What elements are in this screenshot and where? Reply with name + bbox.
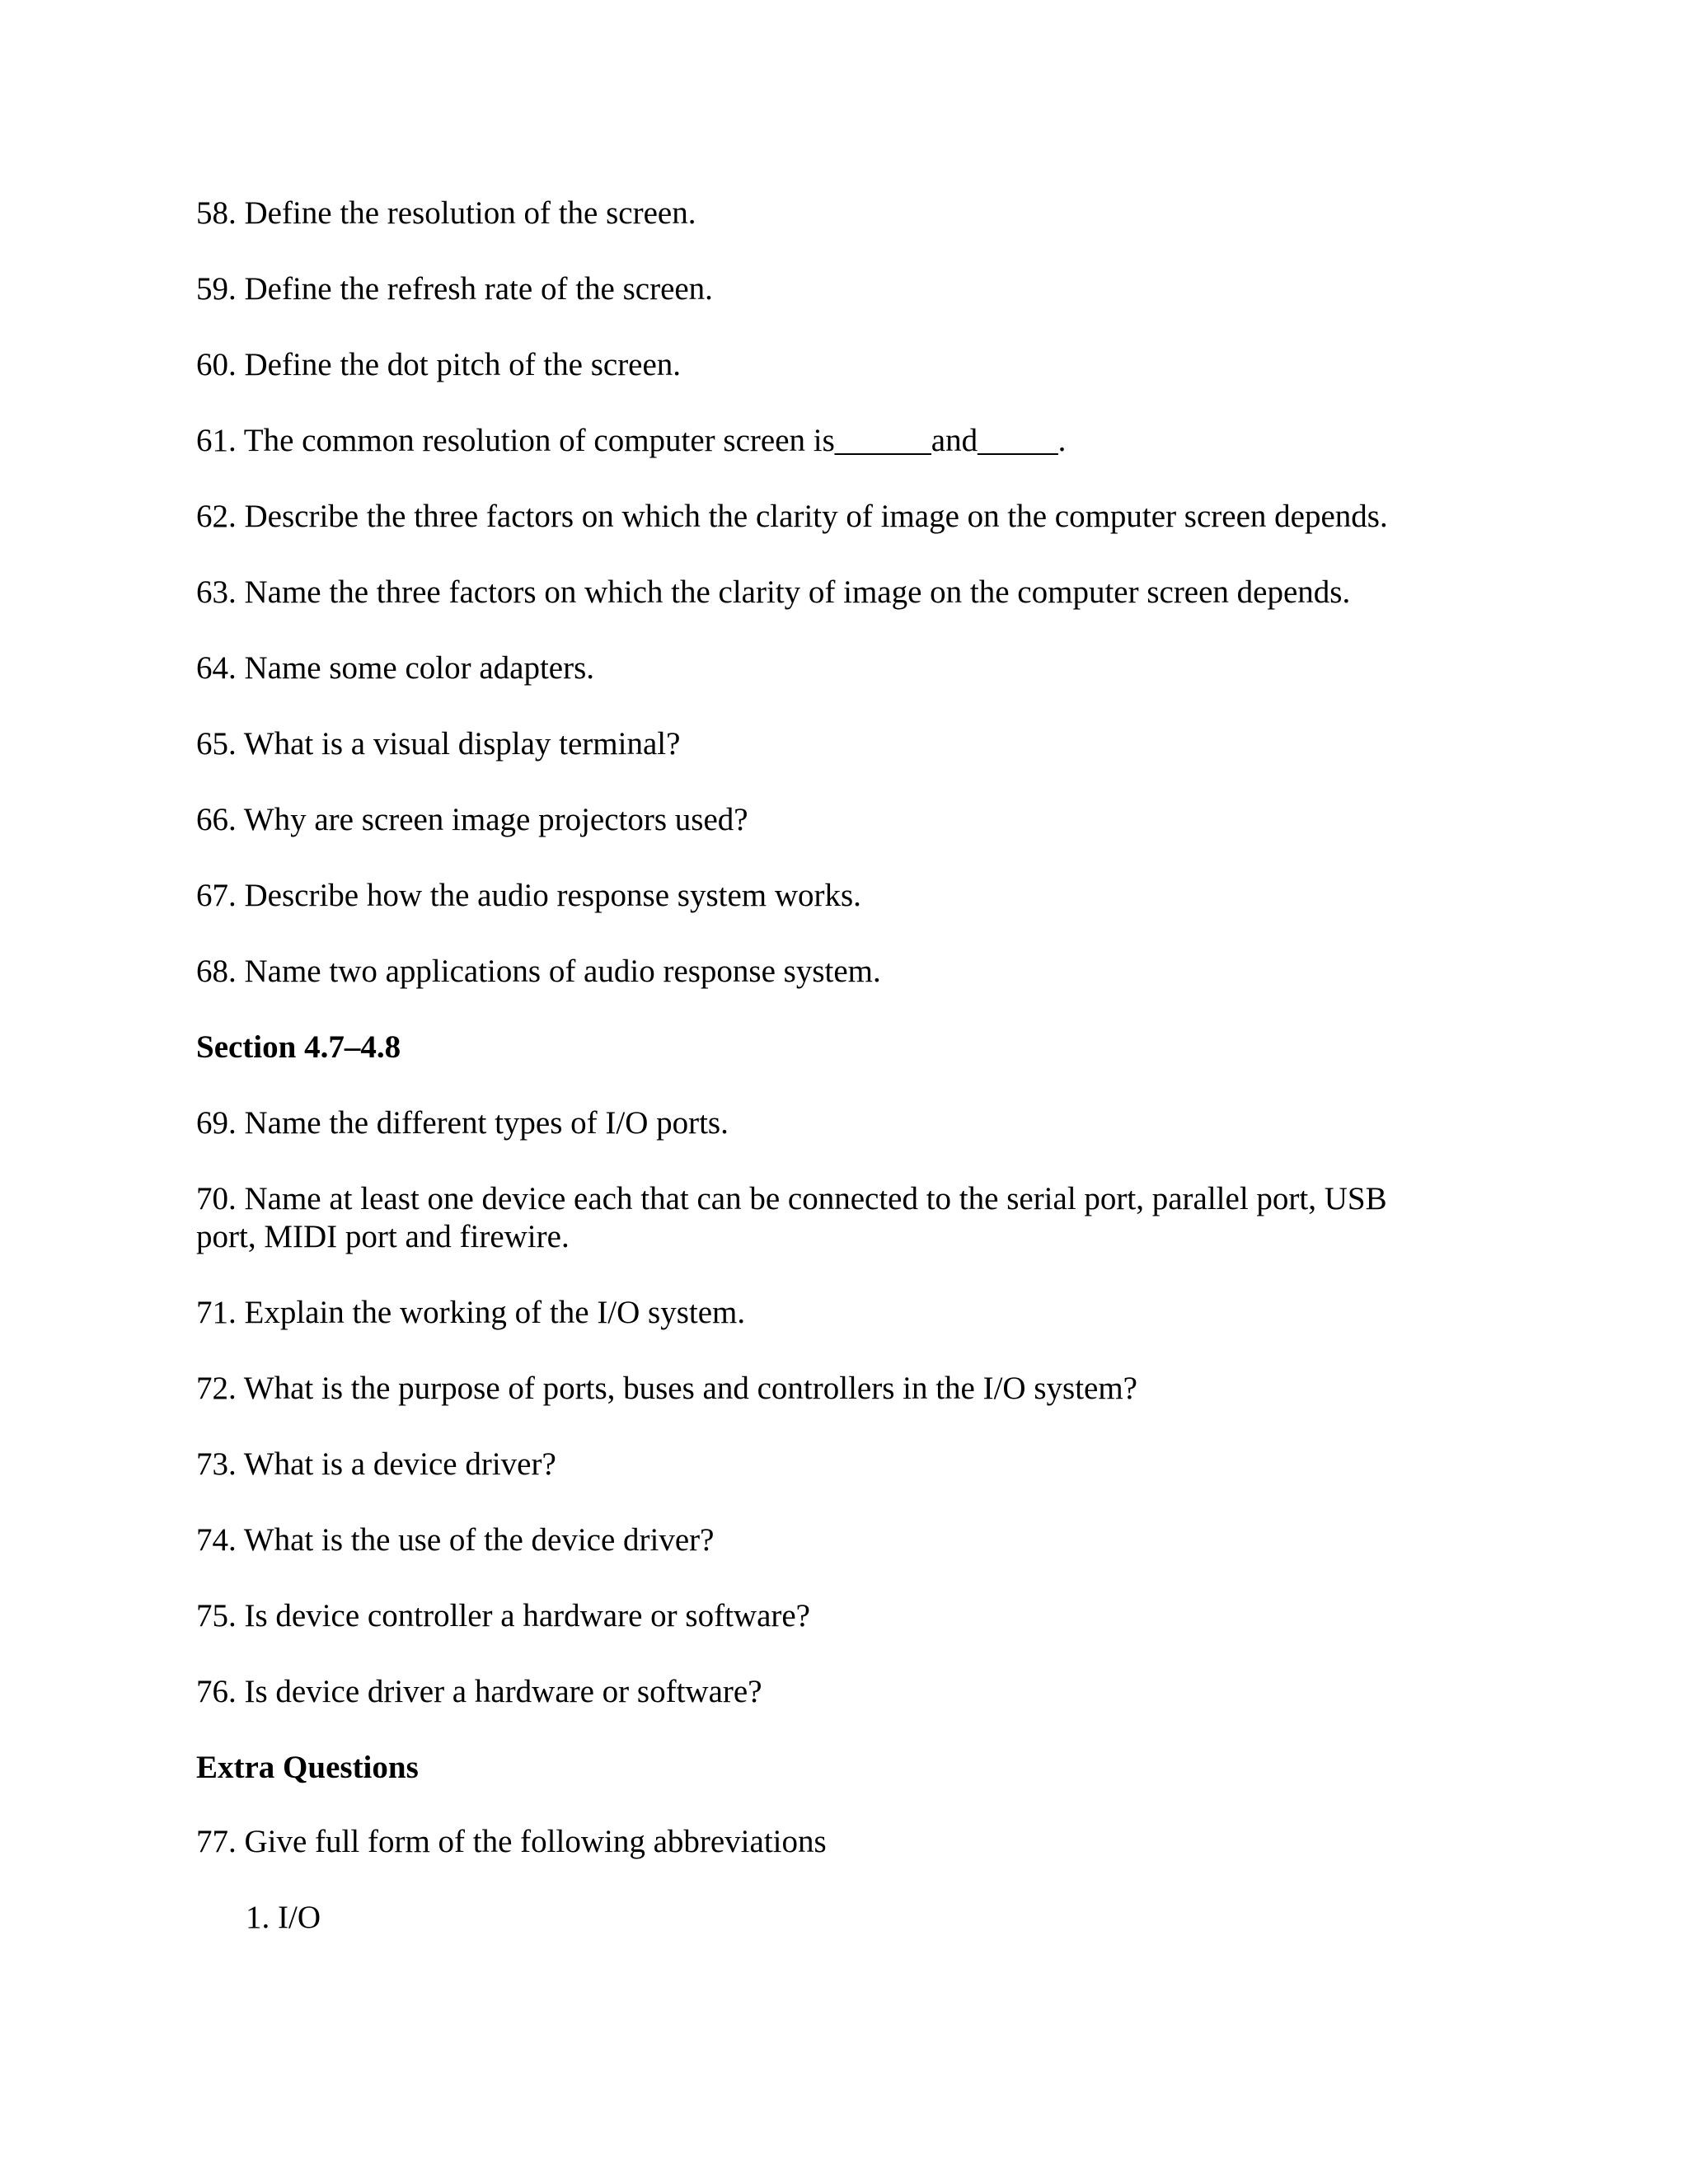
question-62: 62. Describe the three factors on which the clarity of image on the computer screen depends. [196,499,1388,534]
section-heading: Section 4.7–4.8 [196,1029,401,1065]
question-76: 76. Is device driver a hardware or software? [196,1674,762,1709]
question-68: 68. Name two applications of audio response system. [196,954,881,989]
question-67: 67. Describe how the audio response system works. [196,878,861,913]
question-70: 70. Name at least one device each that can be connected to the serial port, parallel port, USB port, MIDI port and firewire. [196,1181,1395,1254]
question-66: 66. Why are screen image projectors used? [196,802,748,837]
sub-item-1: 1. I/O [246,1900,321,1935]
question-65: 65. What is a visual display terminal? [196,726,681,762]
question-72: 72. What is the purpose of ports, buses and controllers in the I/O system? [196,1371,1137,1406]
question-74: 74. What is the use of the device driver? [196,1522,715,1558]
question-60: 60. Define the dot pitch of the screen. [196,347,682,382]
extra-questions-heading: Extra Questions [196,1750,419,1785]
question-77: 77. Give full form of the following abbreviations [196,1824,827,1859]
question-69: 69. Name the different types of I/O ports. [196,1105,729,1141]
question-61: 61. The common resolution of computer screen is______and_____. [196,423,1067,458]
question-73: 73. What is a device driver? [196,1446,556,1482]
question-71: 71. Explain the working of the I/O system. [196,1295,746,1330]
question-75: 75. Is device controller a hardware or software? [196,1598,810,1633]
question-63: 63. Name the three factors on which the clarity of image on the computer screen depends. [196,574,1351,610]
question-58: 58. Define the resolution of the screen. [196,195,696,231]
question-64: 64. Name some color adapters. [196,650,595,686]
question-59: 59. Define the refresh rate of the screen. [196,271,713,307]
